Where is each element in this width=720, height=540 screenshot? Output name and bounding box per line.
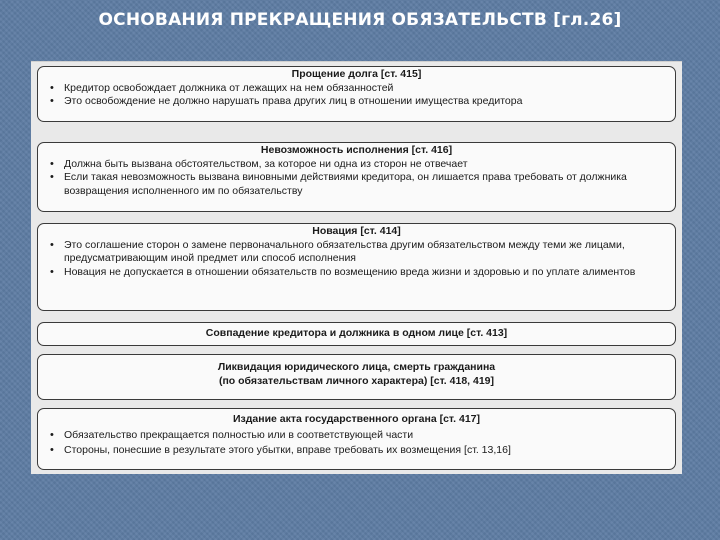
box-heading-line1: Ликвидация юридического лица, смерть гражданина [217,361,496,373]
bullet-list [48,429,665,458]
box-state-act [37,408,676,470]
list-item: • Это соглашение сторон о замене первоначального обязательства другим обязательством между теми же лицами, предусматривающим иной предмет или способ исполнения [64,239,665,266]
box-heading: Невозможность исполнения [ст. 416] [260,144,453,156]
list-item: • Кредитор освобождает должника от лежащих на нем обязанностей [64,82,665,96]
box-heading: Новация [ст. 414] [312,225,401,237]
box-heading: Издание акта государственного органа [ст. 417] [232,413,480,425]
box-heading: Совпадение кредитора и должника в одном лице [ст. 413] [205,327,508,339]
box-merger [37,322,676,346]
list-item: • Это освобождение не должно нарушать права других лиц в отношении имущества кредитора [64,95,665,109]
slide-title: ОСНОВАНИЯ ПРЕКРАЩЕНИЯ ОБЯЗАТЕЛЬСТВ [гл.26] [98,10,622,30]
list-item: • Должна быть вызвана обстоятельством, за которое ни одна из сторон не отвечает [64,158,665,172]
list-item: • Обязательство прекращается полностью или в соответствующей части [64,429,665,443]
box-debt-forgiveness [37,66,676,122]
list-item: • Если такая невозможность вызвана виновными действиями кредитора, он лишается права требовать от должника возвращения исполненного им по обязательству [64,171,665,198]
bullet-list [48,82,665,109]
box-heading: Прощение долга [ст. 415] [291,68,422,80]
list-item: • Новация не допускается в отношении обязательств по возмещению вреда жизни и здоровью и по уплате алиментов [64,266,665,280]
box-novation [37,223,676,311]
scanned-table [31,61,682,474]
box-heading-line2: (по обязательствам личного характера) [ст. 418, 419] [218,374,495,387]
bullet-list [48,158,665,199]
box-liquidation [37,354,676,400]
list-item: • Стороны, понесшие в результате этого убытки, вправе требовать их возмещения [ст. 13,16] [64,444,665,458]
box-impossibility [37,142,676,212]
bullet-list [48,239,665,280]
